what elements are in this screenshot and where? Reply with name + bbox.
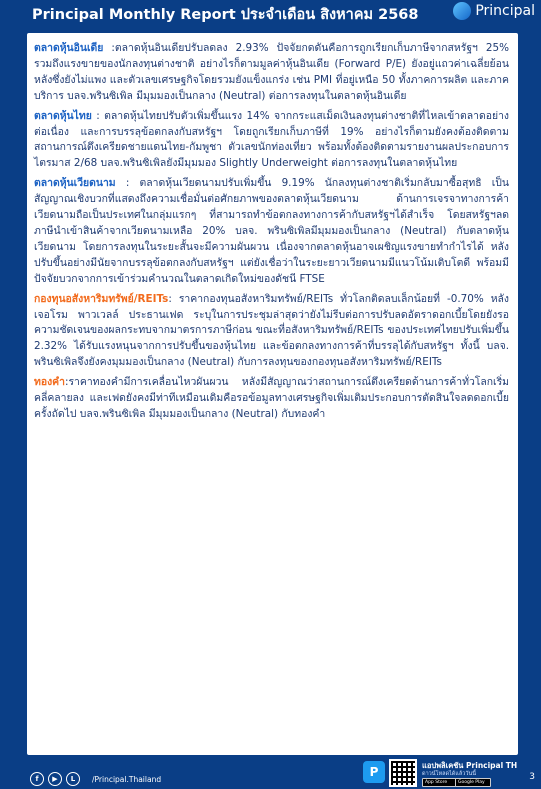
section-heading: ตลาดหุ้นไทย xyxy=(34,109,92,122)
section-heading: ตลาดหุ้นเวียดนาม xyxy=(34,177,116,190)
section-body: ราคาทองคำมีการเคลื่อนไหวผันผวน หลังมีสัญญาณว่าสถานการณ์ตึงเครียดด้านการค้าทั่วโลกเริ่มคลี่คลายลง และเฟดยังคงมีท่าทีเหมือนเดิมคือรอข้อมูลทางเศรษฐกิจเพิ่มเติมประกอบการตัดสินใจลดดอกเบี้ยครั้งถัดไป บลจ.พรินซิเพิล มีมุมมองเป็นกลาง (Neutral) กับทองคำ xyxy=(34,376,509,420)
section-separator: : xyxy=(64,376,69,389)
report-footer xyxy=(0,757,541,789)
section-thailand xyxy=(34,109,509,173)
principal-logo-icon xyxy=(453,2,471,20)
section-india xyxy=(34,41,509,105)
section-reits xyxy=(34,292,509,372)
brand-name: Principal xyxy=(475,3,535,19)
section-heading: ตลาดหุ้นอินเดีย xyxy=(34,42,104,54)
section-separator: : xyxy=(168,292,179,305)
section-body: ตลาดหุ้นอินเดียปรับลดลง 2.93% ปัจจัยกดดันคือการถูกเรียกเก็บภาษีจากสหรัฐฯ 25% รวมถึงแรงขายของนักลงทุนต่างชาติ อย่างไรก็ตามมูลค่าหุ้นอินเดีย (Forward P/E) ยังอยู่แถวค่าเฉลี่ยย้อนหลังซึ่งยังไม่แพง และตัวเลขเศรษฐกิจโดยรวมยังแข็งแกร่ง เช่น PMI ที่อยู่เหนือ 50 ทั้งภาคการผลิต และภาคบริการ บลจ.พรินซิเพิล มีมุมมองเป็นกลาง (Neutral) ต่อการลงทุนในตลาดหุ้นอินเดีย xyxy=(34,42,509,102)
section-heading: ทองคำ xyxy=(34,376,65,389)
section-body: ราคากองทุนอสังหาริมทรัพย์/REITs ทั่วโลกติดลบเล็กน้อยที่ -0.70% หลังเจอโรม พาวเวลล์ ประธานเฟด ระบุในการประชุมล่าสุดว่ายังไม่รีบต่อการปรับลดอัตราดอกเบี้ยโดยยังรอความชัดเจนของผลกระทบจากมาตรการภาษีก่อน ขณะที่อสังหาริมทรัพย์/REITs ของประเทศไทยปรับเพิ่มขึ้น 2.32% ได้รับแรงหนุนจากการปรับขึ้นของหุ้นไทย และข้อตกลงทางการค้าที่บรรลุได้กับสหรัฐฯ ทั้งนี้ บลจ. พรินซิเพิลจึงยังคงมุมมองเป็นกลาง (Neutral) กับการลงทุนของกองทุนอสังหาริมทรัพย์/REITs xyxy=(34,292,509,369)
section-separator: : xyxy=(91,109,105,122)
section-vietnam xyxy=(34,176,509,287)
brand-logo xyxy=(453,2,535,20)
app-promo-subtitle: ดาวน์โหลดได้แล้ววันนี้ xyxy=(422,771,476,777)
market-commentary xyxy=(27,33,518,423)
section-body: ตลาดหุ้นไทยปรับตัวเพิ่มขึ้นแรง 14% จากกระแสเม็ดเงินลงทุนต่างชาติที่ไหลเข้าตลาดอย่างต่อเนื่อง และการบรรลุข้อตกลงกับสหรัฐฯ โดยถูกเรียกเก็บภาษีที่ 19% อย่างไรก็ตามยังคงต้องติดตามสถานการณ์ตึงเครียดชายแดนไทย-กัมพูชา ตัวเลขนักท่องเที่ยว พร้อมทั้งต้องติดตามรายงานผลประกอบการไตรมาส 2/68 บลจ.พรินซิเพิลยังมีมุมมอง Slightly Underweight ต่อการลงทุนในตลาดหุ้นไทย xyxy=(34,109,509,170)
section-heading: กองทุนอสังหาริมทรัพย์/REITs xyxy=(34,292,169,305)
section-body: ตลาดหุ้นเวียดนามปรับเพิ่มขึ้น 9.19% นักลงทุนต่างชาติเริ่มกลับมาซื้อสุทธิ เป็นสัญญาณเชิงบวกที่แสดงถึงความเชื่อมั่นต่อศักยภาพของตลาดหุ้นเวียดนาม ด้านการเจรจาทางการค้า เวียดนามถือเป็นประเทศในกลุ่มแรกๆ ที่สามารถทำข้อตกลงทางการค้ากับสหรัฐฯได้สำเร็จ โดยสหรัฐฯลดภาษีนำเข้าสินค้าจากเวียดนามเหลือ 20% บลจ. พรินซิเพิลมีมุมมองเป็นกลาง (Neutral) กับตลาดหุ้นเวียดนาม โดยการลงทุนในระยะสั้นจะมีความผันผวน เนื่องจากตลาดหุ้นอาจเผชิญแรงขายทำกำไรได้ หลังปรับขึ้นอย่างมีนัยจากบรรลุข้อตกลงกับสหรัฐฯ แต่ยังเชื่อว่าในระยะยาวเวียดนามมีแนวโน้มเติบโตดี พร้อมมีปัจจัยบวกจากการเข้าร่วมคำนวณในตลาดเกิดใหม่ของดัชนี FTSE xyxy=(34,177,509,285)
qr-code-icon[interactable] xyxy=(389,759,417,787)
line-icon[interactable]: L xyxy=(66,772,80,786)
facebook-icon[interactable]: f xyxy=(30,772,44,786)
section-separator: : xyxy=(115,177,140,190)
app-store-badge[interactable]: App Store xyxy=(422,778,456,787)
google-play-badge[interactable]: Google Play xyxy=(455,778,491,787)
principal-app-icon[interactable]: P xyxy=(363,761,385,783)
section-gold xyxy=(34,375,509,423)
page-title: Principal Monthly Report ประจำเดือน สิงหาคม 2568 xyxy=(32,7,419,23)
section-separator: : xyxy=(103,42,115,54)
social-links xyxy=(30,772,161,786)
youtube-icon[interactable]: ▶ xyxy=(48,772,62,786)
page-number: 3 xyxy=(529,772,535,782)
app-promo-title: แอปพลิเคชัน Principal TH xyxy=(422,761,518,770)
social-handle[interactable]: /Principal.Thailand xyxy=(92,774,162,784)
content-panel xyxy=(27,33,518,755)
report-header xyxy=(0,0,541,26)
